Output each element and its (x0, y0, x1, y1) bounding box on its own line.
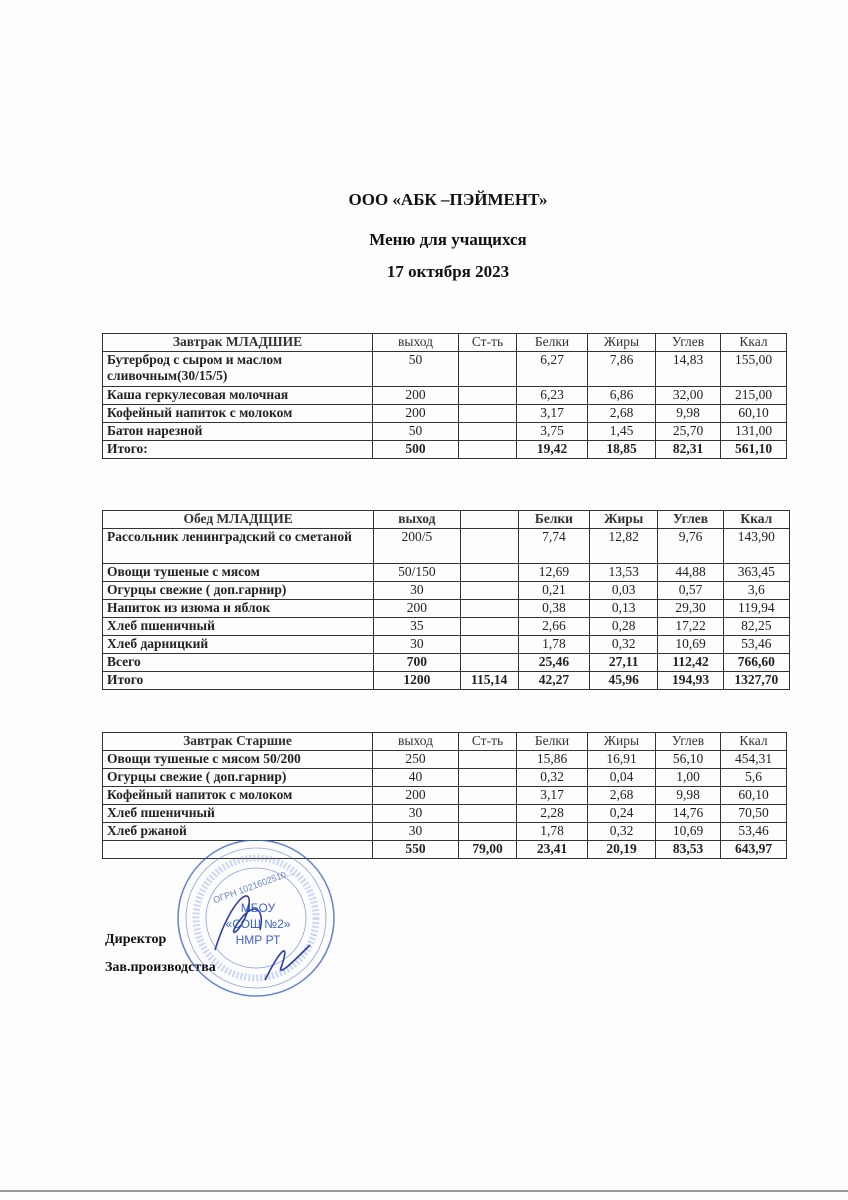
value-cell (459, 787, 517, 805)
dish-name-cell: Овощи тушеные с мясом 50/200 (103, 751, 373, 769)
value-cell: 200/5 (374, 529, 460, 564)
value-cell: 550 (373, 841, 459, 859)
value-cell: 119,94 (723, 600, 789, 618)
value-cell: Белки (518, 511, 589, 529)
value-cell: 25,70 (656, 423, 721, 441)
table-row (103, 405, 787, 423)
value-cell: 3,17 (517, 405, 588, 423)
value-cell: Ккал (721, 733, 787, 751)
value-cell (459, 805, 517, 823)
table-row (103, 423, 787, 441)
value-cell (459, 387, 517, 405)
dish-name-cell: Огурцы свежие ( доп.гарнир) (103, 769, 373, 787)
dish-name-cell: Батон нарезной (103, 423, 373, 441)
value-cell: 15,86 (517, 751, 588, 769)
value-cell (459, 423, 517, 441)
value-cell: 7,74 (518, 529, 589, 564)
value-cell: 79,00 (459, 841, 517, 859)
value-cell: 42,27 (518, 672, 589, 690)
value-cell: Жиры (588, 733, 656, 751)
value-cell: 2,66 (518, 618, 589, 636)
school-stamp (170, 840, 340, 1000)
value-cell (459, 352, 517, 387)
value-cell: 0,03 (590, 582, 658, 600)
table-header-row (103, 733, 787, 751)
value-cell: 3,6 (723, 582, 789, 600)
dish-name-cell: Обед МЛАДЩИЕ (103, 511, 374, 529)
value-cell: 200 (373, 405, 459, 423)
value-cell: 53,46 (723, 636, 789, 654)
value-cell: 9,98 (656, 787, 721, 805)
value-cell: 60,10 (721, 787, 787, 805)
director-label: Директор (105, 932, 167, 947)
dish-name-cell: Каша геркулесовая молочная (103, 387, 373, 405)
value-cell: 30 (374, 582, 460, 600)
value-cell: 14,83 (656, 352, 721, 387)
stamp-line2: «СОШ №2» (225, 917, 291, 931)
stamp-ogrn: ОГРН 1021602510... (211, 866, 295, 906)
value-cell: 40 (373, 769, 459, 787)
value-cell: 0,04 (588, 769, 656, 787)
value-cell: 50/150 (374, 564, 460, 582)
dish-name-cell: Завтрак Старшие (103, 733, 373, 751)
value-cell: 0,13 (590, 600, 658, 618)
breakfast-junior-table (102, 333, 787, 459)
value-cell: 112,42 (658, 654, 723, 672)
table-row (103, 564, 790, 582)
value-cell: 56,10 (656, 751, 721, 769)
dish-name-cell: Хлеб ржаной (103, 823, 373, 841)
value-cell: 200 (373, 387, 459, 405)
value-cell (460, 582, 518, 600)
company-title: ООО «АБК –ПЭЙМЕНТ» (348, 190, 548, 209)
value-cell: Углев (658, 511, 723, 529)
value-cell: 700 (374, 654, 460, 672)
value-cell: 10,69 (656, 823, 721, 841)
value-cell: выход (373, 733, 459, 751)
value-cell: 6,23 (517, 387, 588, 405)
value-cell: 1,78 (518, 636, 589, 654)
production-head-label: Зав.производства (105, 960, 216, 975)
value-cell: 19,42 (517, 441, 588, 459)
value-cell: 45,96 (590, 672, 658, 690)
total-row (103, 441, 787, 459)
value-cell (460, 529, 518, 564)
value-cell: 50 (373, 352, 459, 387)
table-row (103, 529, 790, 564)
value-cell: 50 (373, 423, 459, 441)
dish-name-cell: Итого (103, 672, 374, 690)
table-row (103, 352, 787, 387)
value-cell: Ккал (723, 511, 789, 529)
value-cell (459, 769, 517, 787)
dish-name-cell: Кофейный напиток с молоком (103, 405, 373, 423)
value-cell: 6,27 (517, 352, 588, 387)
dish-name-cell: Огурцы свежие ( доп.гарнир) (103, 582, 374, 600)
value-cell: 29,30 (658, 600, 723, 618)
dish-name-cell: Завтрак МЛАДШИЕ (103, 334, 373, 352)
value-cell: 60,10 (721, 405, 787, 423)
value-cell: 561,10 (721, 441, 787, 459)
value-cell: 200 (373, 787, 459, 805)
value-cell: 1,45 (588, 423, 656, 441)
value-cell: 3,75 (517, 423, 588, 441)
value-cell: 17,22 (658, 618, 723, 636)
value-cell: 10,69 (658, 636, 723, 654)
value-cell: 1,00 (656, 769, 721, 787)
value-cell (459, 823, 517, 841)
value-cell: 30 (374, 636, 460, 654)
value-cell: 5,6 (721, 769, 787, 787)
value-cell: Ст-ть (459, 733, 517, 751)
value-cell: 0,21 (518, 582, 589, 600)
value-cell: 155,00 (721, 352, 787, 387)
table-row (103, 787, 787, 805)
value-cell: 70,50 (721, 805, 787, 823)
table-row (103, 618, 790, 636)
table-row (103, 600, 790, 618)
table-row (103, 387, 787, 405)
value-cell: 500 (373, 441, 459, 459)
total-row (103, 654, 790, 672)
value-cell: Белки (517, 733, 588, 751)
dish-name-cell: Бутерброд с сыром и маслом сливочным(30/15/5) (103, 352, 373, 387)
value-cell: 3,17 (517, 787, 588, 805)
value-cell: 363,45 (723, 564, 789, 582)
value-cell: Белки (517, 334, 588, 352)
value-cell: 0,32 (590, 636, 658, 654)
dish-name-cell: Рассольник ленинградский со сметаной (103, 529, 374, 564)
value-cell: 454,31 (721, 751, 787, 769)
value-cell (460, 654, 518, 672)
total-row (103, 672, 790, 690)
page-edge (0, 1190, 848, 1192)
value-cell: 2,68 (588, 405, 656, 423)
value-cell: 27,11 (590, 654, 658, 672)
value-cell: 250 (373, 751, 459, 769)
value-cell: 766,60 (723, 654, 789, 672)
value-cell: 0,28 (590, 618, 658, 636)
value-cell: 25,46 (518, 654, 589, 672)
value-cell (460, 618, 518, 636)
value-cell: 143,90 (723, 529, 789, 564)
value-cell: 0,32 (588, 823, 656, 841)
value-cell: Углев (656, 334, 721, 352)
value-cell: 32,00 (656, 387, 721, 405)
table-row (103, 805, 787, 823)
dish-name-cell: Кофейный напиток с молоком (103, 787, 373, 805)
value-cell: 16,91 (588, 751, 656, 769)
value-cell: 35 (374, 618, 460, 636)
value-cell: 2,28 (517, 805, 588, 823)
value-cell: Углев (656, 733, 721, 751)
value-cell: 44,88 (658, 564, 723, 582)
value-cell: 12,69 (518, 564, 589, 582)
table-header-row (103, 334, 787, 352)
stamp-line1: МБОУ (240, 901, 276, 915)
value-cell: 1,78 (517, 823, 588, 841)
table-row (103, 636, 790, 654)
value-cell: 9,98 (656, 405, 721, 423)
value-cell: 23,41 (517, 841, 588, 859)
value-cell: 14,76 (656, 805, 721, 823)
menu-subtitle: Меню для учащихся (369, 230, 527, 249)
value-cell: 131,00 (721, 423, 787, 441)
value-cell: Ккал (721, 334, 787, 352)
value-cell: 0,57 (658, 582, 723, 600)
dish-name-cell: Итого: (103, 441, 373, 459)
value-cell: 30 (373, 805, 459, 823)
table-header-row (103, 511, 790, 529)
dish-name-cell: Овощи тушеные с мясом (103, 564, 374, 582)
value-cell: 82,31 (656, 441, 721, 459)
dish-name-cell: Хлеб дарницкий (103, 636, 374, 654)
value-cell: 30 (373, 823, 459, 841)
value-cell: Жиры (588, 334, 656, 352)
dish-name-cell: Всего (103, 654, 374, 672)
value-cell: 12,82 (590, 529, 658, 564)
value-cell: выход (373, 334, 459, 352)
value-cell: выход (374, 511, 460, 529)
table-row (103, 751, 787, 769)
value-cell (460, 636, 518, 654)
table-row (103, 823, 787, 841)
value-cell (460, 564, 518, 582)
value-cell: 115,14 (460, 672, 518, 690)
value-cell: 6,86 (588, 387, 656, 405)
value-cell: 200 (374, 600, 460, 618)
value-cell: Ст-ть (459, 334, 517, 352)
table-row (103, 582, 790, 600)
value-cell: 82,25 (723, 618, 789, 636)
value-cell: 20,19 (588, 841, 656, 859)
value-cell: Жиры (590, 511, 658, 529)
value-cell: 0,24 (588, 805, 656, 823)
value-cell: 53,46 (721, 823, 787, 841)
menu-date: 17 октября 2023 (386, 262, 510, 281)
stamp-line3: НМР РТ (235, 933, 281, 947)
value-cell: 194,93 (658, 672, 723, 690)
value-cell (459, 751, 517, 769)
value-cell: 0,38 (518, 600, 589, 618)
value-cell (459, 441, 517, 459)
table-row (103, 769, 787, 787)
dish-name-cell: Хлеб пшеничный (103, 805, 373, 823)
value-cell: 18,85 (588, 441, 656, 459)
value-cell: 643,97 (721, 841, 787, 859)
value-cell (460, 511, 518, 529)
dish-name-cell: Хлеб пшеничный (103, 618, 374, 636)
value-cell: 13,53 (590, 564, 658, 582)
value-cell (460, 600, 518, 618)
value-cell: 0,32 (517, 769, 588, 787)
value-cell: 2,68 (588, 787, 656, 805)
value-cell: 9,76 (658, 529, 723, 564)
value-cell: 1200 (374, 672, 460, 690)
value-cell (459, 405, 517, 423)
value-cell: 215,00 (721, 387, 787, 405)
lunch-junior-table (102, 510, 790, 690)
dish-name-cell: Напиток из изюма и яблок (103, 600, 374, 618)
value-cell: 7,86 (588, 352, 656, 387)
value-cell: 1327,70 (723, 672, 789, 690)
value-cell: 83,53 (656, 841, 721, 859)
